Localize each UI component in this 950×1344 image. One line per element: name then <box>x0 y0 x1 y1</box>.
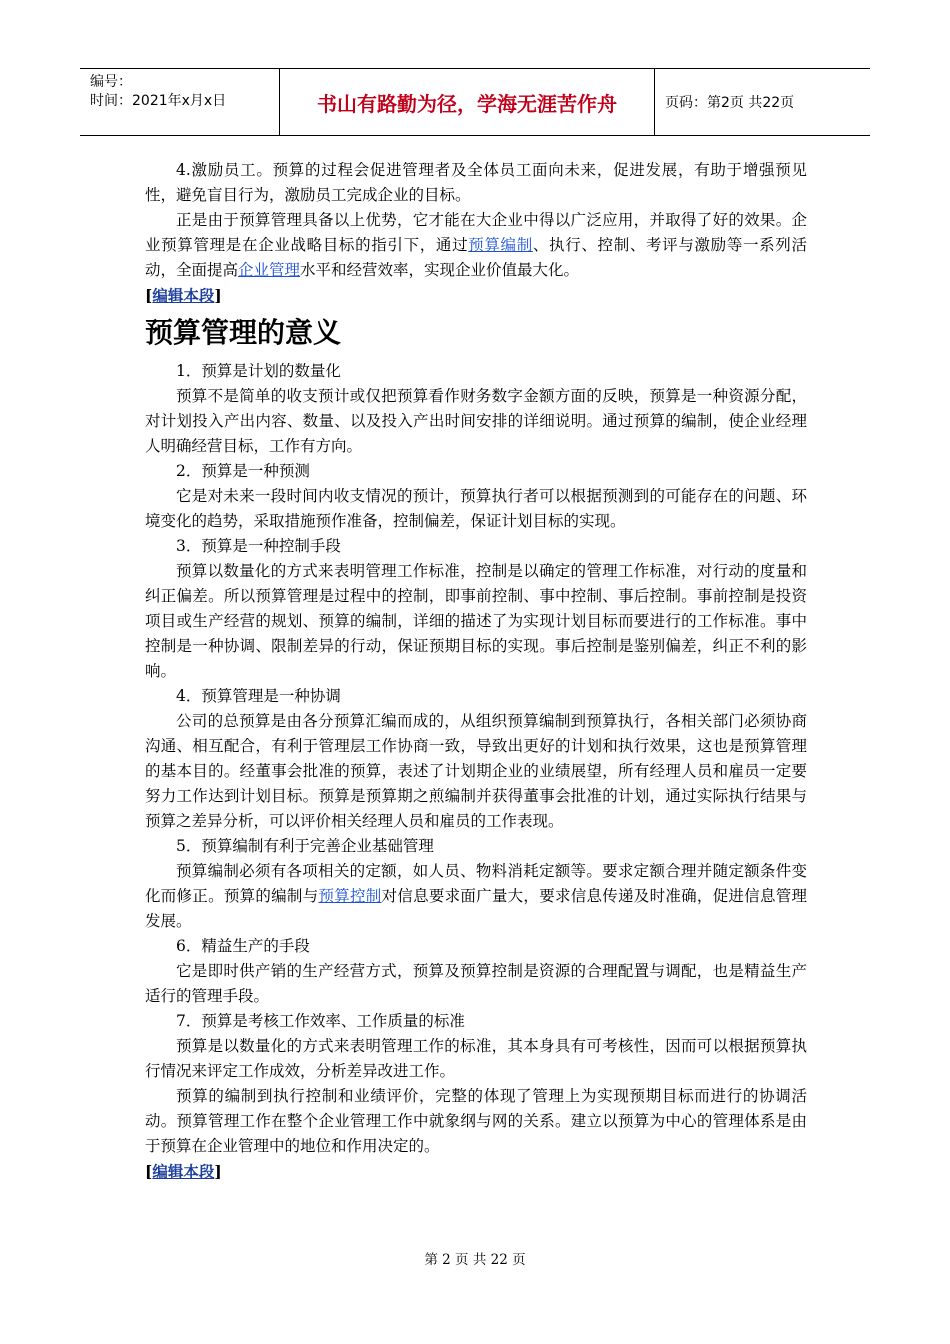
item-5-title: 5．预算编制有利于完善企业基础管理 <box>176 837 434 855</box>
item-7-title: 7．预算是考核工作效率、工作质量的标准 <box>176 1012 465 1030</box>
item-6-title: 6．精益生产的手段 <box>176 937 310 955</box>
section-title: 预算管理的意义 <box>145 316 342 349</box>
item-1-title: 1．预算是计划的数量化 <box>176 362 341 380</box>
edit-section-link[interactable]: 编辑本段 <box>152 1162 215 1181</box>
item-4-body: 公司的总预算是由各分预算汇编而成的，从组织预算编制到预算执行，各相关部门必须协商沟通、相互配合，有利于管理层工作协商一致，导致出更好的计划和执行效果，这也是预算管理的基本目的。经董事会批准的预算，表述了计划期企业的业绩展望，所有经理人员和雇员一定要努力工作达到计划目标。预算是预算期之煎编制并获得董事会批准的计划，通过实际执行结果与预算之差异分析，可以评价相关经理人员和雇员的工作表现。 <box>145 712 807 830</box>
item-1-body: 预算不是简单的收支预计或仅把预算看作财务数字金额方面的反映，预算是一种资源分配，对计划投入产出内容、数量、以及投入产出时间安排的详细说明。通过预算的编制，使企业经理人明确经营目标，工作有方向。 <box>145 387 807 455</box>
page-footer: 第 2 页 共 22 页 <box>424 1252 526 1268</box>
number-label: 编号： <box>90 74 132 90</box>
item-6-body: 它是即时供产销的生产经营方式，预算及预算控制是资源的合理配置与调配，也是精益生产适行的管理手段。 <box>145 962 807 1005</box>
header-motto: 书山有路勤为径，学海无涯苦作舟 <box>280 69 655 135</box>
document-body <box>145 158 807 1185</box>
link-budget-preparation[interactable]: 预算编制 <box>468 236 533 254</box>
link-budget-control[interactable]: 预算控制 <box>318 887 382 905</box>
intro-paragraph-1: 4.激励员工。预算的过程会促进管理者及全体员工面向未来，促进发展，有助于增强预见性，避免盲目行为，激励员工完成企业的目标。 <box>145 161 807 204</box>
page-header <box>80 68 870 136</box>
intro-paragraph-2: 正是由于预算管理具备以上优势，它才能在大企业中得以广泛应用，并取得了好的效果。企业预算管理是在企业战略目标的指引下，通过预算编制、执行、控制、考评与激励等一系列活动，全面提高企业管理水平和经营效率，实现企业价值最大化。 <box>145 211 807 279</box>
item-2-body: 它是对未来一段时间内收支情况的预计，预算执行者可以根据预测到的可能存在的问题、环境变化的趋势，采取措施预作准备，控制偏差，保证计划目标的实现。 <box>145 487 807 530</box>
header-page-info: 页码：第2页 共22页 <box>665 95 795 111</box>
header-meta <box>80 69 280 135</box>
item-5-body: 预算编制必须有各项相关的定额，如人员、物料消耗定额等。要求定额合理并随定额条件变化而修正。预算的编制与预算控制对信息要求面广量大，要求信息传递及时准确，促进信息管理发展。 <box>145 862 807 930</box>
time-label: 时间：2021年x月x日 <box>90 93 227 109</box>
edit-section-2: [编辑本段] <box>145 1162 222 1181</box>
link-enterprise-management[interactable]: 企业管理 <box>238 261 301 279</box>
item-3-body: 预算以数量化的方式来表明管理工作标准，控制是以确定的管理工作标准，对行动的度量和纠正偏差。所以预算管理是过程中的控制，即事前控制、事中控制、事后控制。事前控制是投资项目或生产经营的规划、预算的编制，详细的描述了为实现计划目标而要进行的工作标准。事中控制是一种协调、限制差异的行动，保证预期目标的实现。事后控制是鉴别偏差，纠正不利的影响。 <box>145 562 807 680</box>
edit-section-1: [编辑本段] <box>145 286 222 305</box>
item-2-title: 2．预算是一种预测 <box>176 462 310 480</box>
item-3-title: 3．预算是一种控制手段 <box>176 537 341 555</box>
item-4-title: 4．预算管理是一种协调 <box>176 687 341 705</box>
closing-paragraph: 预算的编制到执行控制和业绩评价，完整的体现了管理上为实现预期目标而进行的协调活动。预算管理工作在整个企业管理工作中就象纲与网的关系。建立以预算为中心的管理体系是由于预算在企业管理中的地位和作用决定的。 <box>145 1087 807 1155</box>
item-7-body: 预算是以数量化的方式来表明管理工作的标准，其本身具有可考核性，因而可以根据预算执行情况来评定工作成效，分析差异改进工作。 <box>145 1037 807 1080</box>
edit-section-link[interactable]: 编辑本段 <box>152 286 215 305</box>
